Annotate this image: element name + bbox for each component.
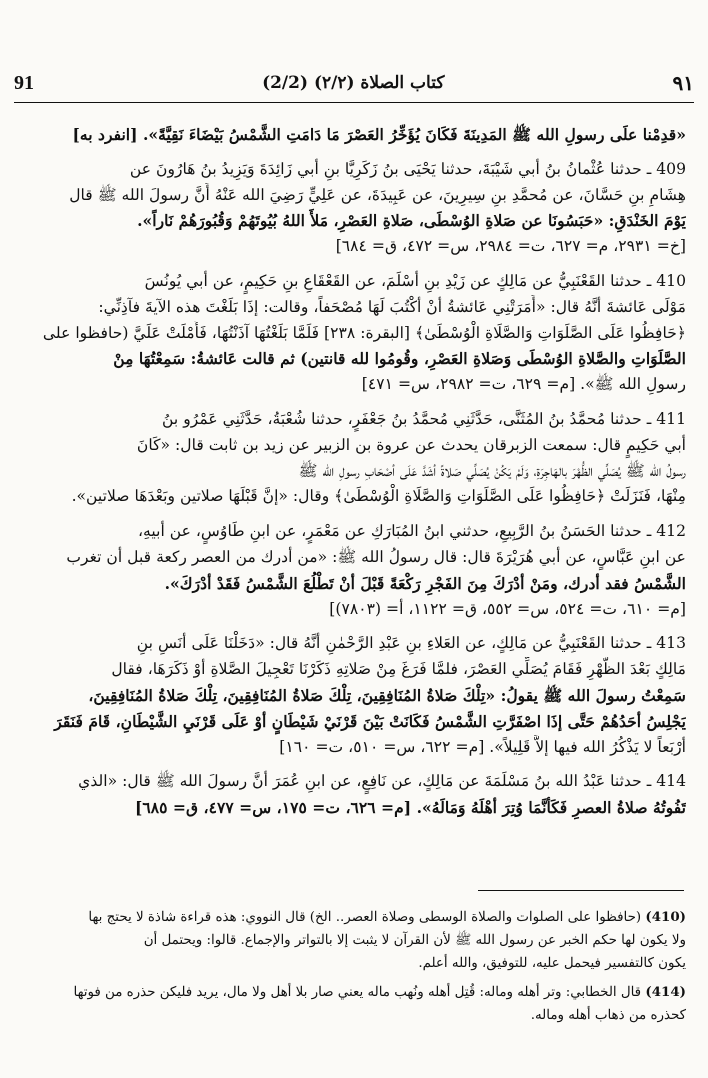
hadith-411 [24,407,686,510]
takhrij-line: [م= ٦١٠، ت= ٥٢٤، س= ٥٥٢، ق= ١١٢٢، أ= (٧٨٠٣)] [329,599,686,618]
text-line: الصَّلَوَاتِ والصَّلاةِ الوُسْطَى وَصَلاةِ العَصْرِ، وقُومُوا لله قانتين) ثم قالت عَائشةُ: سَمِعْتُهَا مِنْ [113,349,686,369]
text-line: مَوْلَى عَائشةَ أنَّهُ قال: «أَمَرَتْنِي عَائشةُ أنْ أكْتُبَ لَهَا مُصْحَفاً، وقالت: إذَا بَلَغْتَ هذه الآيةَ فآذِنِّي: [98,297,686,316]
text-line: ﴿حَافِظُوا عَلَى الصَّلَوَاتِ وَالصَّلَاةِ الْوُسْطَىٰ﴾ [البقرة: ٢٣٨] فَلَمَّا بَلَغْتُهَا آذَنْتُهَا، فَأَمْلَتْ عَلَيَّ (حافظوا على [42,323,686,342]
page-number-latin: 91 [14,71,34,94]
hadith-409 [24,157,686,260]
text-line: مِنْهَا، فَنَزَلَتْ ﴿حَافِظُوا عَلَى الصَّلَوَاتِ وَالصَّلَاةِ الْوُسْطَىٰ﴾ وقال: «إنَّ قَبْلَهَا صلاتين وبَعْدَهَا صلاتين». [71,487,686,506]
footnote-number: (414) [645,984,686,1000]
text-line: 409 ـ حدثنا عُثْمانُ بنُ أبي شَيْبَةَ، حدثنا يَحْيَى بنُ زَكَرِيَّا بنِ أبي زَائِدَةَ وَيَزِيدُ بنُ هَارُونَ عن [129,159,686,178]
footnote-text: قال الخطابي: وتر أهله وماله: قُتِل أهله ونُهب ماله يعني صار بلا أهل ولا مال، يريد فليكن حذره من فوتها [73,985,642,1000]
page-header [14,64,694,103]
text-line: 413 ـ حدثنا القَعْنَبِيُّ عن مَالِكٍ، عن العَلاءِ بنِ عَبْدِ الرَّحْمٰنِ أنَّهُ قال: «دَخَلْنَا عَلَى أنَسِ بنِ [136,634,686,653]
text-line: الشَّمْسُ فقد أدرك، ومَنْ أدْرَكَ مِنَ الفَجْرِ رَكْعَةً قَبْلَ أنْ تَطْلُعَ الشَّمْسُ فَقَدْ أدْرَكَ». [164,573,686,593]
main-text [24,113,686,821]
footnote-separator [478,890,684,891]
text-line: مَالِكٍ بَعْدَ الظُّهْرِ فَقَامَ يُصَلِّي العَصْرَ، فلمَّا فَرَغَ مِنْ صَلاتِهِ ذَكَرْنَا تَعْجِيلَ الصَّلاةِ أوْ ذَكَرَهَا، فقال [111,660,686,679]
text-line: 414 ـ حدثنا عَبْدُ الله بنُ مَسْلَمَةَ عن مَالِكٍ، عن نَافِعٍ، عن ابنِ عُمَرَ أنَّ رسولَ الله ﷺ قال: «الذي [78,772,686,791]
footnote-414 [24,981,686,1027]
text-line: أبي حَكِيمٍ قال: سمعت الزبرقان يحدث عن عروة بن الزبير عن زيد بن ثابت قال: «كَانَ [136,435,686,454]
page-number-arabic: ٩١ [672,71,694,95]
text-line: 411 ـ حدثنا مُحمَّدُ بنُ المُثَنَّى، حَدَّثَنِي مُحمَّدُ بنُ جَعْفَرٍ، حدثنا شُعْبَةُ، حَدَّثَنِي عَمْرُو بنُ [162,409,686,428]
text-line: 412 ـ حدثنا الحَسَنُ بنُ الرَّبِيعِ، حدثني ابنُ المُبَارَكِ عن مَعْمَرٍ، عن ابنِ طَاوُسٍ، عن أبيهِ، [138,522,686,541]
footnote-410 [24,906,686,975]
text-line: 410 ـ حدثنا القَعْنَبِيُّ عن مَالِكٍ عن زَيْدِ بنِ أسْلَمَ، عن القَعْقَاعِ بنِ حَكِيمٍ، عن أبي يُونُسَ [144,271,686,290]
hadith-continuation [24,122,686,148]
hadith-413 [24,631,686,760]
footnote-text: يكون كالتفسير فيحمل عليه، للتوفيق، والله أعلم. [418,956,686,971]
hadith-412 [24,519,686,622]
text-line: يَوْمَ الخَنْدَقِ: «حَبَسُونَا عن صَلاةِ الوُسْطَى، صَلاةِ العَصْرِ، مَلأَ اللهُ بُيُوتَهُمْ وَقُبُورَهُمْ نَاراً». [137,211,686,231]
footnote-text: ولا يكون لها حكم الخبر عن رسول الله ﷺ لأن القرآن لا يثبت إلا بالتواتر والإجماع. قالوا: ويحتمل أن [143,933,686,948]
running-title: (2/2) كتاب الصلاة (٢/٢) [262,73,445,93]
text-line: تَفُوتُهُ صلاةُ العصرِ فَكَأنَّمَا وُتِرَ أهْلَهُ وَمَالَهُ». [م= ٦٢٦، ت= ١٧٥، س= ٤٧٧، ق= ٦٨٥] [134,798,686,818]
text-line: أرْبَعاً لا يَذْكُرُ الله فيها إلاَّ قَلِيلاً». [م= ٦٢٢، س= ٥١٠، ت= ١٦٠] [279,737,686,756]
text-line: رسولِ الله ﷺ». [م= ٦٢٩، ت= ٢٩٨٢، س= ٤٧١] [361,375,686,394]
takhrij-line: [خ= ٢٩٣١، م= ٦٢٧، ت= ٢٩٨٤، س= ٤٧٢، ق= ٦٨٤] [335,237,686,256]
footnote-text: (حافظوا على الصلوات والصلاة الوسطى وصلاة العصر.. الخ) قال النووي: هذه قراءة شاذة لا يحتج بها [88,910,642,925]
text-line: «قدِمْنا علَى رسولِ الله ﷺ المَدِينَةَ فَكَانَ يُؤَخِّرُ العَصْرَ مَا دَامَتِ الشَّمْسُ بَيْضَاءَ نَقِيَّةً». [انفرد به] [72,125,686,144]
text-line: عن ابنِ عَبَّاسٍ، عن أبي هُرَيْرَةَ قال: قال رسولُ الله ﷺ: «من أدرك من العصر ركعة قبل أن تغرب [66,547,686,566]
footnote-number: (410) [645,909,686,925]
text-line: رسولُ الله ﷺ يُصَلِّي الظُّهْرَ بالهَاجِرَةِ، وَلَمْ يَكُنْ يُصَلِّي صَلاةً أشَدَّ عَلَى أصْحَابِ رسولِ الله ﷺ [298,461,686,480]
footnote-text: كحذره من ذهاب أهله وماله. [530,1008,686,1023]
hadith-410 [24,269,686,398]
footnotes [24,906,686,1033]
text-line: سَمِعْتُ رسولَ الله ﷺ يقولُ: «تِلْكَ صَلاةُ المُنَافِقِينَ، تِلْكَ صَلاةُ المُنَافِقِينَ، تِلْكَ صَلاةُ المُنَافِقِينَ، [88,685,686,705]
text-line: يَجْلِسُ أحَدُهُمْ حَتَّى إذَا اصْفَرَّتِ الشَّمْسُ فَكَانَتْ بَيْنَ قَرْنَيْ شَيْطَانٍ أوْ عَلَى قَرْنَيِ الشَّيْطَانِ، قَامَ فَنَقَرَ [54,711,686,731]
text-line: هِشَامِ بنِ حَسَّانَ، عن مُحمَّدِ بنِ سِيرِينَ، عن عَبِيدَةَ، عن عَلِيٍّ رَضِيَ الله عَنْهُ أَنَّ رسولَ الله ﷺ قال [69,185,686,204]
hadith-414 [24,769,686,821]
